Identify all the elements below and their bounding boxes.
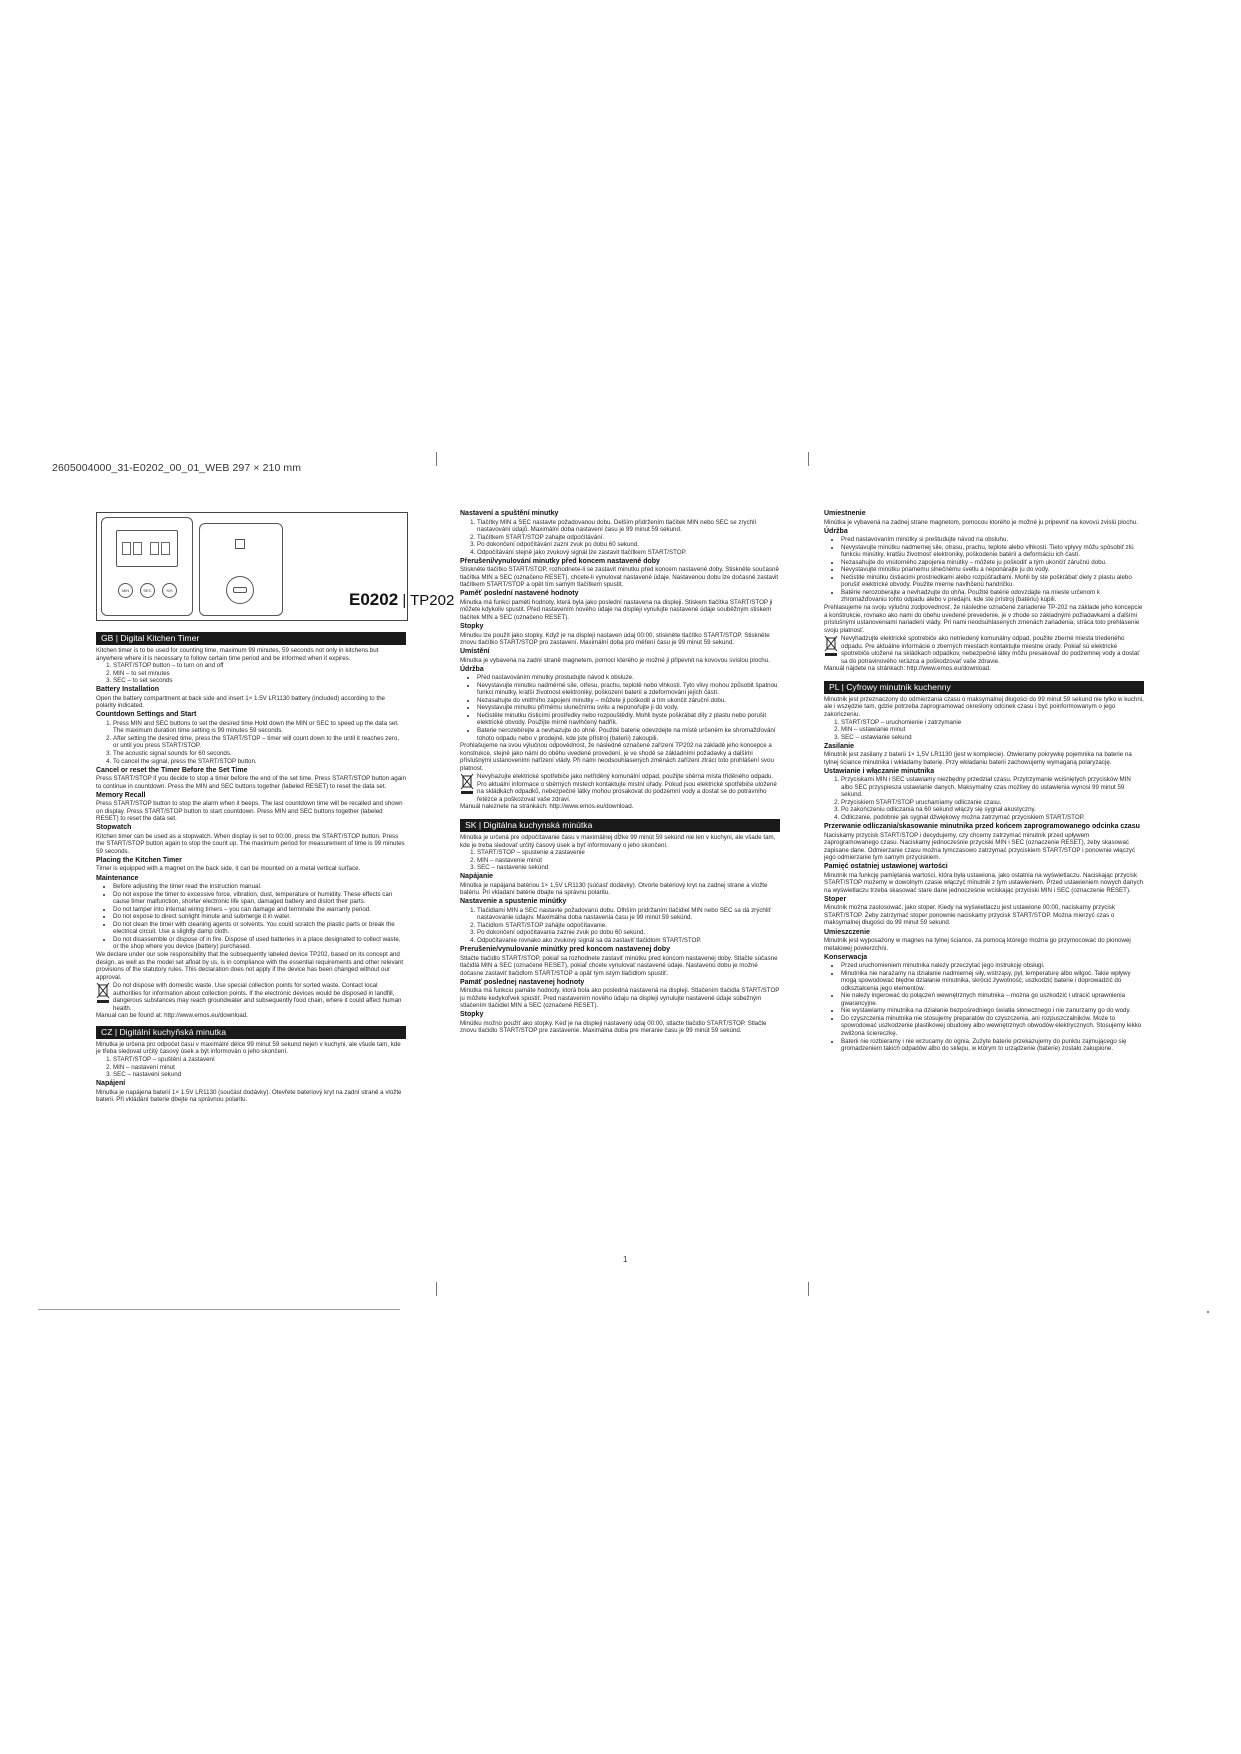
sk-stopwatch-text: Minútku možno použiť ako stopky. Keď je na displeji nastavený údaj 00:00, stlačte tlačidlo START/STOP. Stlačte znovu tlačidlo START/STOP pre zastavenie. Maximálna doba pre meranie času je 99 minút 59 sekúnd.: [460, 1019, 767, 1035]
cz-power-title: Napájení: [96, 1080, 126, 1088]
section-heading-pl: PL | Cyfrowy minutnik kuchenny: [824, 681, 1144, 694]
fold-mark: [436, 1282, 437, 1296]
list-item: • Baterii nie rozbieramy i nie wrzucamy do ognia. Zużyte baterie przekazujemy do punktu zajmującego się gromadzeniem takich odpadów albo do sklepu, w którym to urządzenie (baterie) zostało zakupione.: [841, 1038, 1144, 1053]
cz-weee-text: Nevyhazujte elektrické spotřebiče jako netříděný komunální odpad, použijte sběrná místa tříděného odpadu. Pro aktuální informace o sběrných místech kontaktujte místní úřady. Pokud jsou elektrické spotřebiče uložené na skládkách odpadků, nebezpečné látky mohou prosakovat do podzemní vody a dostat se do potravního řetězce a poškozovat vaše zdraví.: [477, 773, 777, 803]
gb-countdown-steps: [96, 720, 406, 765]
cz-pause-title: Přerušení/vynulování minutky před koncem nastavené doby: [460, 557, 660, 565]
pl-memory-text: Minutnik ma funkcję pamiętania wartości, która była ustawiona, jako ostatnia na wyświetlaczu. Naciskając przycisk START/STOP możemy w dowolnym czasie włączyć minutnik z tym ustawieniem. Przed ustawieniem nowych danych na wyświetlaczu trzeba skasować stare dane jednocześnie wciskając przyciski MIN i SEC (oznaczenie RESET).: [824, 871, 1143, 894]
list-item: 1. Tlačítky MIN a SEC nastavte požadovanou dobu. Delším přidržením tlačítek MIN nebo SEC se zrychlí nastavování údajů. Maximální doba nastavení času je 99 minut 59 sekund.: [477, 519, 780, 534]
cz-placing-title: Umístění: [460, 648, 490, 656]
cz-stopwatch-title: Stopky: [460, 623, 484, 631]
cz-set-steps: [460, 519, 780, 557]
model-label: E0202 | TP202: [349, 590, 455, 609]
timer-display: [116, 530, 178, 567]
list-item: 1. Tlačidlami MIN a SEC nastavte požadovanú dobu. Dlhším pridržaním tlačidiel MIN nebo SEC sa dá zrýchliť nastavovanie údajov. Maximálna doba nastavenia času je 99 minút 59 sekúnd.: [477, 907, 780, 922]
cz-maintenance-title: Údržba: [460, 665, 484, 673]
sk-pause-text: Stlačte tlačidlo START/STOP, pokiaľ sa rozhodnete zastaviť minútku pred koncom nastavenej doby. Stlačte súčasne tlačidlá MIN a SEC (označené RESET), pokiaľ chcete vynulovať nastavené údaje. Nastavenú dobu je možné dočasne zastaviť tlačidlom START/STOP a opäť tým istým tlačidlom spustiť.: [460, 954, 778, 977]
cz-declaration: Prohlašujeme na svou výlučnou odpovědnost, že následně označené zařízení TP202 na základě jeho koncepce a konstrukce, stejně jako námi do oběhu uvedené provedení, je ve shodě se základními požadavky a dalšími příslušnými ustanoveními nařízení vlády. Při námi neodsouhlasených změnách zařízení ztrácí toto prohlášení svou platnost.: [460, 742, 774, 772]
list-item: • Nezasahujte do vnútorného zapojenia minútky – môžete ju poškodiť a tým ukončiť záručnú dobu.: [841, 559, 1144, 567]
list-item: 4. To cancel the signal, press the START/STOP button.: [113, 758, 406, 766]
crossed-bin-icon: [96, 982, 110, 1004]
list-item: • Nevystavujte minutku nadměrné síle, otřesu, prachu, teplotě nebo vlhkosti. Tyto vlivy mohou způsobit špatnou funkci minutky, kratší životnost elektroniky, poškození baterií a zdeformování jejích částí.: [477, 682, 780, 697]
list-item: • Baterie nerozebírejte a nevhazujte do ohně. Použité baterie odevzdejte na místě určeném ke shromažďování tohoto odpadu nebo v prodejně, kde jste přístroj (baterii) zakoupili.: [477, 727, 780, 742]
gb-weee-text: Do not dispose with domestic waste. Use special collection points for sorted waste. Contact local authorities for information about collection points. If the electronic devices would be disposed in landfill, dangerous substances may reach groundwater and subsequently food chain, where it could affect human health.: [113, 982, 402, 1012]
gb-placing-text: Timer is equipped with a magnet on the back side, it can be mounted on a metal vertical surface.: [96, 865, 361, 873]
list-item: 3. Po dokončení odpočítavania zaznie zvuk po dobu 60 sekúnd.: [477, 929, 780, 937]
cz-pause-text: Stiskněte tlačítko START/STOP, rozhodnete-li se zastavit minutku před koncem nastavené doby. Stiskněte současně tlačítka MIN a SEC (označeno RESET), chcete-li vynulovat nastavené údaje. Nastavenou dobu lze dočasně zastavit tlačítkem START/STOP a opět tím samým tlačítkem spustit.: [460, 566, 779, 589]
sk-stopwatch-title: Stopky: [460, 1011, 484, 1019]
list-item: 2. MIN – ustawianie minut: [841, 726, 1144, 734]
column-middle: [460, 510, 780, 1035]
list-item: • Nevystavujte minútku priamemu slnečnému svetlu a neponárajte ju do vody.: [841, 566, 1144, 574]
list-item: 2. After setting the desired time, press the START/STOP – timer will count down to the until it reaches zero, or until you press START/STOP.: [113, 735, 406, 750]
pl-placing-text: Minutnik jest wyposażony w magnes na tylnej ściance, za pomocą którego można go przymocować do pionowej metalowej powierzchni.: [824, 937, 1131, 952]
list-item: 3. The acoustic signal sounds for 60 seconds.: [113, 750, 406, 758]
fold-mark: [808, 1282, 809, 1296]
list-item: • Do not expose to direct sunlight minute and submerge it in water.: [113, 913, 406, 921]
gb-buttons-list: [96, 662, 406, 685]
list-item: 2. MIN – to set minutes: [113, 670, 406, 678]
trim-mark: [1207, 1311, 1209, 1313]
list-item: • Do not disassemble or dispose of in fire. Dispose of used batteries in a place designated to collect waste, or the shop where you device (battery) purchased.: [113, 936, 406, 951]
gb-stopwatch-title: Stopwatch: [96, 824, 132, 832]
list-item: 2. Tlačidlom START/STOP zahájte odpočítavanie.: [477, 922, 780, 930]
min-button-illustration: MIN: [118, 583, 133, 598]
gb-declaration: We declare under our sole responsibility that the subsequently labeled device TP202, based on its concept and design, as well as the model set afloat by us, is in compliance with the essential requirements and other relevant provisions of the statutory rules. This declaration does not apply if the device has been changed without our approval.: [96, 950, 404, 981]
cz-stopwatch-text: Minutku lze použít jako stopky. Když je na displeji nastaven údaj 00:00, stiskněte tlačítko START/STOP. Stiskněte znovu tlačítko START/STOP pro zastavení. Maximální doba pro měření času je 99 minut 59 sekund.: [460, 631, 770, 647]
pl-power-title: Zasilanie: [824, 742, 854, 750]
list-item: • Nevystavujte minútku nadmernej sile, otrasu, prachu, teplote alebo vlhkosti. Tieto vplyvy môžu spôsobiť zlú funkciu minútky, kratšiu životnosť elektroniky, poškodenie batérií a deformáciu ich častí.: [841, 544, 1144, 559]
sk-weee-text: Nevyhadzujte elektrické spotrebiče ako netriedený komunálny odpad, použite zberné miesta triedeného odpadu. Pre aktuálne informácie o zberných miestach kontaktujte miestne úrady. Pokiaľ sú elektrické spotrebiče uložené na skládkach odpadkov, nebezpečné látky môžu presakovať do podzemnej vody a dostať sa do potravinového reťazca a poškodzovať vaše zdravie.: [841, 635, 1140, 665]
fold-mark: [808, 452, 809, 466]
sk-memory-text: Minútka má funkciu pamäte hodnoty, ktorá bola ako posledná nastavená na displeji. Stlačením tlačidla START/STOP ju môžete kedykoľvek spustiť. Pred nastavením nového údaju na displeji vynulujte nastavené údaje súbežným stlačením tlačidiel MIN a SEC (označené RESET).: [460, 987, 780, 1010]
sec-button-illustration: SEC: [140, 583, 155, 598]
sk-maintenance-list: [824, 536, 1144, 604]
section-heading-sk: SK | Digitálna kuchynská minútka: [460, 819, 780, 832]
pl-maintenance-list: [824, 962, 1144, 1053]
sk-set-steps: [460, 907, 780, 945]
gb-cancel-title: Cancel or reset the Timer Before the Set Time: [96, 766, 248, 774]
gb-manual-link: Manual can be found at: http://www.emos.eu/download.: [96, 1012, 249, 1020]
list-item: 3. Po zakończeniu odliczania na 60 sekund włączy się sygnał akustyczny.: [841, 806, 1144, 814]
list-item: • Przed uruchomieniem minutnika należy przeczytać jego instrukcję obsługi.: [841, 962, 1144, 970]
sk-intro: Minútka je určená pre odpočítavanie času v maximálnej dĺžke 99 minút 59 sekúnd nie len v kuchyni, ale všade tam, kde je treba sledovať určitý časový úsek a byť informovaný o jeho skončení.: [460, 834, 776, 849]
list-item: 1. START/STOP – uruchomienie i zatrzymanie: [841, 719, 1144, 727]
gb-weee-notice: [96, 982, 406, 1012]
sk-power-title: Napájanie: [460, 873, 494, 881]
page-number: 1: [623, 1255, 628, 1264]
pl-set-steps: [824, 776, 1144, 821]
list-item: 3. SEC – ustawianie sekund: [841, 734, 1144, 742]
list-item: 1. START/STOP – spustenie a zastavenie: [477, 849, 780, 857]
gb-stopwatch-text: Kitchen timer can be used as a stopwatch. When display is set to 00:00, press the START/STOP button. Press the START/STOP button again to stop the count up. The maximum period for measurement of time is 99 minutes 59 seconds.: [96, 832, 405, 855]
list-item: 2. Przyciskiem START/STOP uruchamiamy odliczanie czasu.: [841, 799, 1144, 807]
product-illustration: [96, 512, 455, 621]
column-left: [96, 628, 406, 1104]
gb-battery-title: Battery Installation: [96, 686, 160, 694]
list-item: 3. Po dokončení odpočítávání zazní zvuk po dobu 60 sekund.: [477, 541, 780, 549]
list-item: • Do not tamper into internal wiring timers – you can damage and terminate the warranty period.: [113, 906, 406, 914]
sk-buttons-list: [460, 849, 780, 872]
cz-placing-text: Minutka je vybavena na zadní straně magnetem, pomocí kterého je možné ji připevnit na kovovou svislou plochu.: [460, 656, 770, 664]
list-item: 3. SEC – nastavenie sekúnd: [477, 864, 780, 872]
sk-manual-link: Manuál nájdete na stránkach: http://www.emos.eu/download.: [824, 665, 991, 673]
gb-maintenance-title: Maintenance: [96, 874, 139, 882]
list-item: 1. Przyciskami MIN i SEC ustawiamy niezbędny przedział czasu. Przytrzymanie wciśniętych przycisków MIN albo SEC przyspiesza ustawianie danych. Maksymalny czas możliwy do ustawienia wynosi 99 minut 59 sekund.: [841, 776, 1144, 799]
list-item: • Minutnika nie narażamy na działanie nadmiernej siły, wstrząsy, pył, temperaturę albo wilgoć. Takie wpływy mogą spowodować błędne działanie minutnika, skrócić żywotność, uszkodzić baterie i doprowadzić do odkształcenia jego elementów.: [841, 970, 1144, 993]
pl-maintenance-title: Konserwacja: [824, 953, 868, 961]
trim-line: [38, 1309, 400, 1310]
cz-memory-title: Paměť poslední nastavené hodnoty: [460, 590, 579, 598]
list-item: 4. Odliczanie, podobnie jak sygnał dźwiękowy można zatrzymać przyciskiem START/STOP.: [841, 814, 1144, 822]
gb-placing-title: Placing the Kitchen Timer: [96, 856, 182, 864]
list-item: • Nie należy ingerować do połączeń wewnętrznych minutnika – można go uszkodzić i utracić uprawnienia gwarancyjne.: [841, 992, 1144, 1007]
gb-countdown-title: Countdown Settings and Start: [96, 711, 197, 719]
gb-memory-title: Memory Recall: [96, 791, 146, 799]
list-item: 4. Odpočítavanie rovnako ako zvukový signál sa dá zastaviť tlačidlom START/STOP.: [477, 937, 780, 945]
cz-maintenance-list: [460, 674, 780, 742]
sk-declaration: Prehlasujeme na svoju výlučnú zodpovednosť, že následne označené zariadenie TP-202 na základe jeho koncepcie a konštrukcie, rovnako ako nami do obehu uvedené prevedenie, je v zhode so základnými požiadavkami a ďalšími príslušnými ustanoveniami nariadení vlády. Pri nami neodsúhlasených zmenách zariadenia, stráca toto prehlásenie svoju platnosť.: [824, 603, 1143, 634]
list-item: 2. MIN – nastavenie minút: [477, 857, 780, 865]
list-item: • Nečistite minútku čistiacimi prostriedkami alebo rozpúšťadlami. Mohli by ste poškrábať diely z plastu alebo porušiť elektrické obvody. Použite mierne navlhčenú handričku.: [841, 574, 1144, 589]
pl-buttons-list: [824, 719, 1144, 742]
pl-stopwatch-text: Minutnik można zastosować, jako stoper. Kiedy na wyświetlaczu jest ustawione 00:00, naciskamy przycisk START/STOP. Żeby zatrzymać stoper ponownie naciskamy przycisk START/STOP. Można mierzyć czas o maksymalnej długości do 99 minut 59 sekund.: [824, 904, 1115, 927]
gb-intro: Kitchen timer is to be used for counting time, maximum 99 minutes, 59 seconds not only in kitchens but anywhere where it is necessary to follow certain time period and be informed when it expires.: [96, 647, 379, 662]
timer-back-view: [199, 523, 283, 616]
sk-memory-title: Pamäť poslednej nastavenej hodnoty: [460, 978, 585, 986]
list-item: 1. Press MIN and SEC buttons to set the desired time Hold down the MIN or SEC to speed up the data set. The maximum duration time setting is 99 minutes 59 seconds.: [113, 720, 406, 735]
sk-weee-notice: [824, 635, 1144, 665]
display-digit: [150, 542, 159, 555]
list-item: • Do not expose the timer to excessive force, vibration, dust, temperature or humidity. These effects can cause timer malfunction, shorter electronic life span, damaged battery and distort their parts.: [113, 891, 406, 906]
gb-memory-text: Press START/STOP button to stop the alarm when it beeps. The last countdown time will be recalled and shown on display. Press START/STOP button to start countdown. Press MIN and SEC buttons together (labeled RESET) to reset the data set.: [96, 800, 403, 823]
sk-placing-title: Umiestnenie: [824, 510, 866, 517]
cz-intro: Minutka je určena pro odpočet času v maximální délce 99 minut 59 sekund nejen v kuchyni, ale všude tam, kde je třeba sledovat určitý časový úsek a být informován o jeho skončení.: [96, 1040, 401, 1056]
display-digit: [122, 542, 131, 555]
list-item: • Nie wystawiamy minutnika na działanie bezpośredniego światła słonecznego i nie zanurzamy go do wody.: [841, 1007, 1144, 1015]
pl-stopwatch-title: Stoper: [824, 895, 847, 903]
list-item: 3. SEC – nastavení sekund: [113, 1071, 406, 1079]
cz-memory-text: Minutka má funkci paměti hodnoty, která byla jako poslední nastavena na displeji. Stiskem tlačítka START/STOP ji můžete kdykoliv spustit. Před nastavením nového údaje na displeji vynulujte nastavené údaje souběžným stiskem tlačítek MIN a SEC (označeno RESET).: [460, 598, 773, 621]
cz-weee-notice: [460, 773, 780, 803]
list-item: • Nezasahujte do vnitřního zapojení minutky – můžete ji poškodit a tím ukončit záruční dobu.: [477, 697, 780, 705]
battery-cover: [226, 576, 254, 604]
list-item: 3. SEC – to set seconds: [113, 677, 406, 685]
cz-set-title: Nastavení a spuštění minutky: [460, 510, 559, 517]
pl-intro: Minutnik jest przeznaczony do odmierzania czasu o maksymalnej długości do 99 minut 59 sekund nie tylko w kuchni, ale i wszędzie tam, gdzie potrzeba zaprogramować określony odcinek czasu i być poinformowanym o jego zakończeniu.: [824, 695, 1144, 718]
startstop-button-illustration: S/S: [162, 583, 177, 598]
crossed-bin-icon: [460, 773, 474, 795]
list-item: • Nevystavujte minutku přímému slunečnímu svitu a neponořujte ji do vody.: [477, 704, 780, 712]
list-item: 2. MIN – nastavení minut: [113, 1064, 406, 1072]
pl-set-title: Ustawianie i włączanie minutnika: [824, 767, 935, 775]
timer-front-view: [101, 517, 193, 616]
list-item: • Do czyszczenia minutnika nie stosujemy preparatów do czyszczenia, ani rozpuszczalników. Może to spowodować uszkodzenie plastikowej obudowy albo wewnętrznych obwodów elektrycznych. Stosujemy lekko zwilżona ściereczkę.: [841, 1015, 1144, 1038]
list-item: 1. START/STOP – spuštění a zastavení: [113, 1056, 406, 1064]
list-item: • Batérie nerozoberajte a nevhadzujte do ohňa. Použité batérie odovzdajte na mieste určenom k zhromažďovaniu tohto odpadu alebo v predajni, kde ste prístroj (batériu) kúpili.: [841, 589, 1144, 604]
sk-pause-title: Prerušenie/vynulovanie minútky pred koncom nastavenej doby: [460, 946, 671, 954]
list-item: 1. START/STOP button – to turn on and off: [113, 662, 406, 670]
list-item: • Před nastavováním minutky prostudujte návod k obsluze.: [477, 674, 780, 682]
sk-power-text: Minútka je napájaná batériou 1× 1,5V LR1130 (súčasť dodávky). Otvorte batériový kryt na zadnej strane a vložte batériu. Pri vkladaní batérie dbajte na správnu polaritu.: [460, 881, 768, 897]
section-heading-gb: GB | Digital Kitchen Timer: [96, 632, 406, 645]
section-heading-cz: CZ | Digitální kuchyňská minutka: [96, 1026, 406, 1039]
crossed-bin-icon: [824, 635, 838, 657]
fold-mark: [436, 452, 437, 466]
sk-maintenance-title: Údržba: [824, 527, 848, 535]
list-item: • Before adjusting the timer read the instruction manual.: [113, 883, 406, 891]
pl-pause-text: Naciskamy przycisk START/STOP i decydujemy, czy chcemy zatrzymać minutnik przed upływem zaprogramowanego czasu. Naciskamy jednocześnie przyciski MIN i SEC (oznaczenie RESET), żeby skasować zapisane dane. Odmierzanie czasu można tymczasowo zatrzymać przyciskiem START/STOP i ponownie włączyć jego odmierzanie tym samym przyciskiem.: [824, 831, 1136, 862]
display-digit: [133, 542, 142, 555]
back-magnet: [235, 539, 245, 549]
list-item: • Pred nastavovaním minútky si preštudujte návod na obsluhu.: [841, 536, 1144, 544]
cz-manual-link: Manuál naleznete na stránkách: http://www.emos.eu/download.: [460, 803, 634, 811]
gb-cancel-text: Press START/STOP if you decide to stop a timer before the end of the set time. Press START/STOP button again to continue in countdown. Press the MIN and SEC buttons together (labeled RESET) to reset the data set.: [96, 775, 406, 790]
list-item: 2. Tlačítkem START/STOP zahajte odpočítávání.: [477, 534, 780, 542]
column-right: [824, 510, 1144, 1053]
list-item: • Nečistěte minutku čisticími prostředky nebo rozpouštědly. Mohli byste poškrábat díly z plastu nebo porušit elektrické obvody. Použijte mírně navlhčený hadřík.: [477, 712, 780, 727]
sk-placing-text: Minútka je vybavená na zadnej strane magnetom, pomocou ktorého je možné ju pripevniť na kovovú zvislú plochu.: [824, 518, 1138, 526]
display-digit: [161, 542, 170, 555]
pl-power-text: Minutnik jest zasilany z baterii 1× 1,5V LR1130 (jest w komplecie). Otwieramy pokrywkę pojemnika na baterie na tylnej ściance minutnika i wkładamy baterię. Przy wkładaniu baterii zachowujemy wymaganą polaryzację.: [824, 751, 1132, 766]
list-item: 4. Odpočítávání stejně jako zvukový signál lze zastavit tlačítkem START/STOP.: [477, 549, 780, 557]
gb-maintenance-list: [96, 883, 406, 951]
cz-power-text: Minutka je napájena baterií 1× 1.5V LR1130 (součást dodávky). Otevřete bateriový kryt na zadní straně a vložte baterii. Při vkládání baterie dbejte na správnou polaritu.: [96, 1088, 402, 1104]
pl-memory-title: Pamięć ostatniej ustawionej wartości: [824, 863, 948, 871]
list-item: • Do not clean the timer with cleaning agents or solvents. You could scratch the plastic parts or break the electrical circuit. Use a slightly damp cloth.: [113, 921, 406, 936]
gb-battery-text: Open the battery compartment at back side and insert 1× 1.5V LR1130 battery (included) according to the polarity indicated.: [96, 694, 385, 710]
sk-set-title: Nastavenie a spustenie minútky: [460, 898, 567, 906]
document-code: 2605004000_31-E0202_00_01_WEB 297 × 210 mm: [52, 462, 302, 474]
cz-buttons-list: [96, 1056, 406, 1079]
pl-placing-title: Umieszczenie: [824, 928, 870, 936]
pl-pause-title: Przerwanie odliczania/skasowanie minutnika przed końcem zaprogramowanego odcinka czasu: [824, 823, 1140, 831]
